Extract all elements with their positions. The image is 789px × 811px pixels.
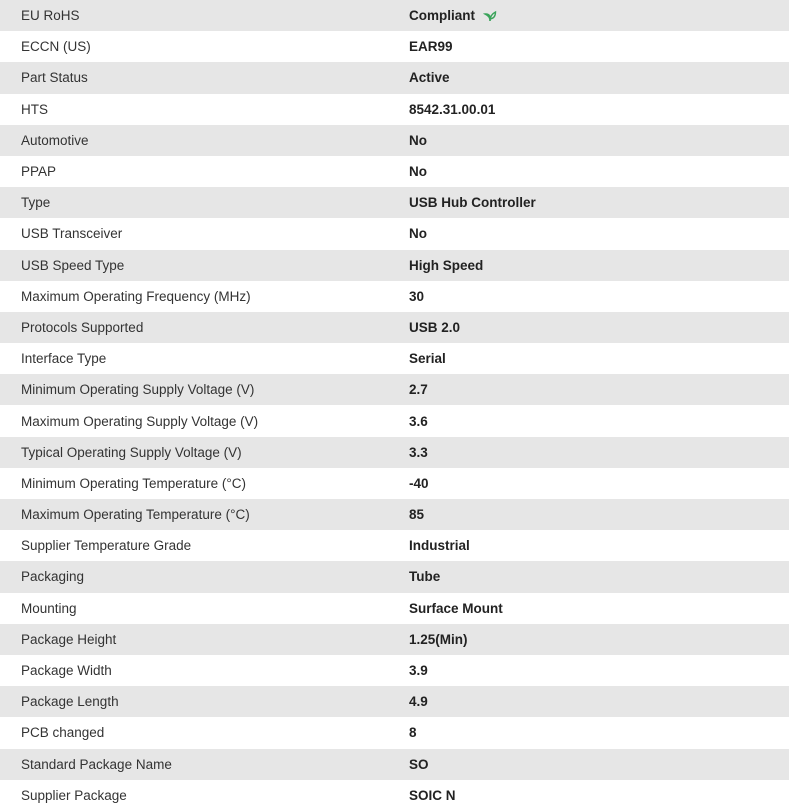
spec-row-package-height <box>0 624 789 655</box>
spec-label: Package Width <box>21 663 112 679</box>
spec-label: Maximum Operating Temperature (°C) <box>21 507 250 523</box>
spec-label: Supplier Temperature Grade <box>21 538 192 554</box>
spec-value: No <box>409 132 427 148</box>
spec-label: Standard Package Name <box>21 756 172 772</box>
spec-label: PPAP <box>21 164 57 180</box>
spec-label: Supplier Package <box>21 787 127 803</box>
spec-row-usb-transceiver <box>0 218 789 249</box>
spec-value: 85 <box>409 507 425 523</box>
spec-row-part-status <box>0 62 789 93</box>
spec-value: 30 <box>409 288 425 304</box>
spec-label: Package Length <box>21 694 119 710</box>
spec-row-mounting <box>0 593 789 624</box>
spec-value: EAR99 <box>409 39 453 55</box>
spec-row-eccn <box>0 31 789 62</box>
spec-value: 8542.31.00.01 <box>409 101 496 117</box>
spec-value: 3.3 <box>409 444 428 460</box>
spec-row-typical-supply-voltage <box>0 437 789 468</box>
spec-row-package-width <box>0 655 789 686</box>
spec-row-type <box>0 187 789 218</box>
spec-value: SO <box>409 756 429 772</box>
spec-label: HTS <box>21 101 48 117</box>
spec-label: Automotive <box>21 132 89 148</box>
spec-label: Interface Type <box>21 351 107 367</box>
spec-label: Maximum Operating Frequency (MHz) <box>21 288 251 304</box>
spec-label: Mounting <box>21 600 77 616</box>
spec-row-min-supply-voltage <box>0 374 789 405</box>
spec-value-cell <box>409 0 789 31</box>
spec-value: -40 <box>409 475 429 491</box>
spec-row-eu-rohs <box>0 0 789 31</box>
spec-value: No <box>409 164 427 180</box>
spec-value: High Speed <box>409 257 484 273</box>
spec-value: USB 2.0 <box>409 319 461 335</box>
spec-value: Active <box>409 70 450 86</box>
spec-label: Type <box>21 195 51 211</box>
spec-value: Tube <box>409 569 441 585</box>
spec-label: Minimum Operating Supply Voltage (V) <box>21 382 255 398</box>
spec-label: USB Speed Type <box>21 257 125 273</box>
spec-value: 8 <box>409 725 417 741</box>
spec-value: 3.9 <box>409 663 428 679</box>
spec-value: 1.25(Min) <box>409 631 468 647</box>
spec-row-automotive <box>0 125 789 156</box>
spec-row-supplier-temperature-grade <box>0 530 789 561</box>
spec-row-protocols-supported <box>0 312 789 343</box>
spec-value: Industrial <box>409 538 470 554</box>
spec-value: USB Hub Controller <box>409 195 536 211</box>
spec-row-max-operating-frequency <box>0 281 789 312</box>
spec-label: USB Transceiver <box>21 226 123 242</box>
spec-row-package-length <box>0 686 789 717</box>
spec-row-max-supply-voltage <box>0 405 789 436</box>
spec-row-supplier-package <box>0 780 789 811</box>
spec-row-hts <box>0 94 789 125</box>
spec-row-max-operating-temperature <box>0 499 789 530</box>
spec-value: SOIC N <box>409 787 456 803</box>
spec-row-min-operating-temperature <box>0 468 789 499</box>
spec-label: Protocols Supported <box>21 319 144 335</box>
spec-row-standard-package-name <box>0 749 789 780</box>
spec-label: Part Status <box>21 70 88 86</box>
spec-value: 3.6 <box>409 413 428 429</box>
spec-value: Serial <box>409 351 446 367</box>
spec-value: 2.7 <box>409 382 428 398</box>
spec-label: EU RoHS <box>21 8 80 24</box>
spec-row-pcb-changed <box>0 717 789 748</box>
spec-row-usb-speed-type <box>0 250 789 281</box>
spec-value: Surface Mount <box>409 600 503 616</box>
spec-label: Typical Operating Supply Voltage (V) <box>21 444 242 460</box>
spec-row-packaging <box>0 561 789 592</box>
spec-value: Compliant <box>409 8 475 24</box>
spec-label: Minimum Operating Temperature (°C) <box>21 475 246 491</box>
spec-label: PCB changed <box>21 725 105 741</box>
spec-label: ECCN (US) <box>21 39 91 55</box>
spec-value: 4.9 <box>409 694 428 710</box>
leaf-icon <box>483 10 497 22</box>
spec-row-ppap <box>0 156 789 187</box>
spec-label: Maximum Operating Supply Voltage (V) <box>21 413 259 429</box>
spec-label: Packaging <box>21 569 85 585</box>
spec-row-interface-type <box>0 343 789 374</box>
spec-value: No <box>409 226 427 242</box>
spec-label: Package Height <box>21 631 117 647</box>
